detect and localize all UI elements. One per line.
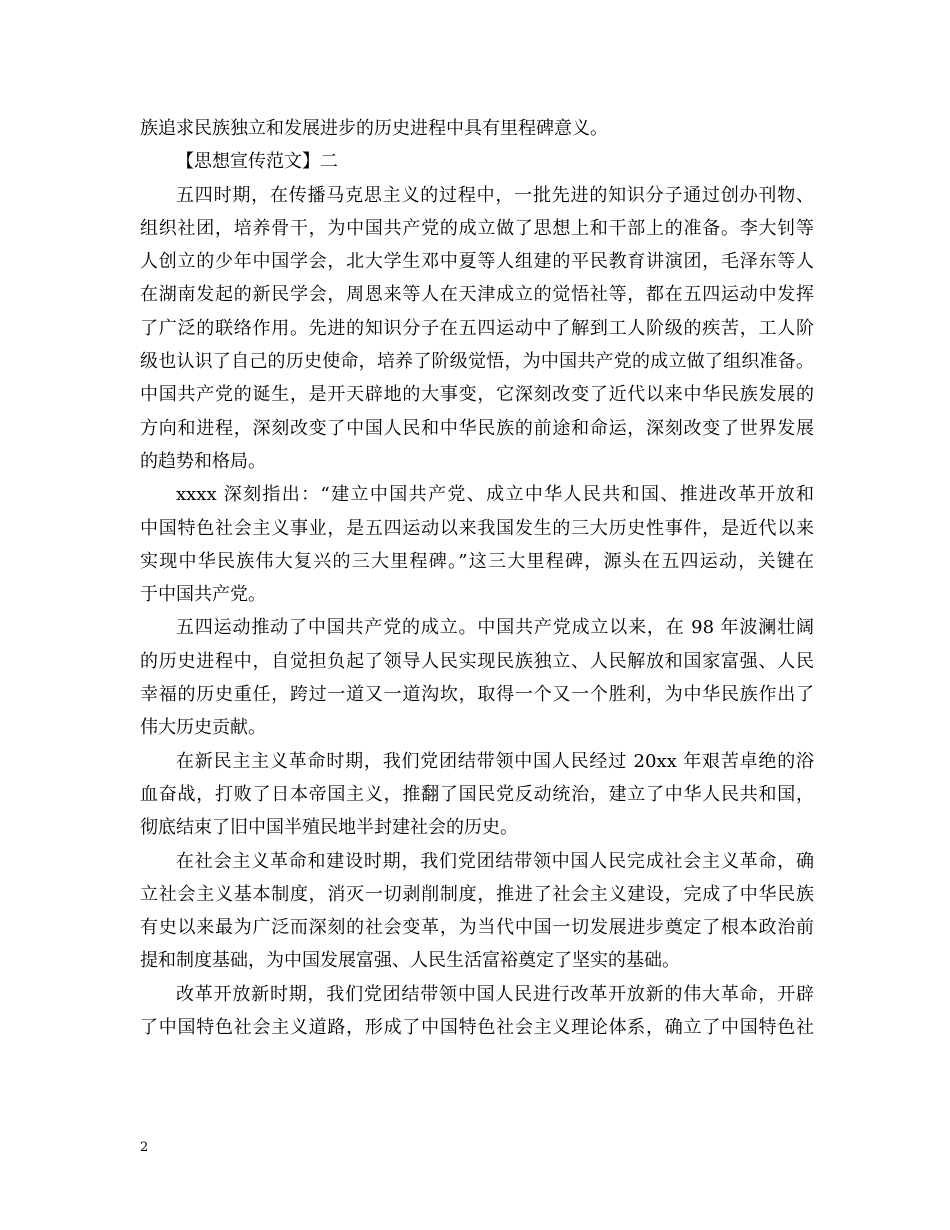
text-line: 彻底结束了旧中国半殖民地半封建社会的历史。: [140, 817, 518, 839]
text-line: 五四运动推动了中国共产党的成立。中国共产党成立以来，在 98 年波澜壮阔: [176, 617, 814, 639]
text-line: 五四时期，在传播马克思主义的过程中，一批先进的知识分子通过创办刊物、: [176, 184, 814, 206]
text-line: 的趋势和格局。: [140, 450, 266, 472]
text-line: 立社会主义基本制度，消灭一切剥削制度，推进了社会主义建设，完成了中华民族: [140, 883, 814, 905]
text-line: 伟大历史贡献。: [140, 717, 266, 739]
text-line: 方向和进程，深刻改变了中国人民和中华民族的前途和命运，深刻改变了世界发展: [140, 417, 814, 439]
text-line: 在新民主主义革命时期，我们党团结带领中国人民经过 20xx 年艰苦卓绝的浴: [176, 750, 814, 772]
text-line: 级也认识了自己的历史使命，培养了阶级觉悟，为中国共产党的成立做了组织准备。: [140, 351, 814, 373]
text-line: 血奋战，打败了日本帝国主义，推翻了国民党反动统治，建立了中华人民共和国，: [140, 783, 814, 805]
text-line: 提和制度基础，为中国发展富强、人民生活富裕奠定了坚实的基础。: [140, 950, 680, 972]
text-line: 【思想宣传范文】二: [176, 151, 338, 173]
text-line: 了广泛的联络作用。先进的知识分子在五四运动中了解到工人阶级的疾苦，工人阶: [140, 317, 814, 339]
text-line: 人创立的少年中国学会，北大学生邓中夏等人组建的平民教育讲演团，毛泽东等人: [140, 251, 814, 273]
page-number: 2: [140, 1140, 149, 1155]
text-line: xxxx 深刻指出：“建立中国共产党、成立中华人民共和国、推进改革开放和: [176, 484, 814, 506]
text-line: 有史以来最为广泛而深刻的社会变革，为当代中国一切发展进步奠定了根本政治前: [140, 917, 814, 939]
text-line: 中国共产党的诞生，是开天辟地的大事变，它深刻改变了近代以来中华民族发展的: [140, 384, 814, 406]
text-line: 幸福的历史重任，跨过一道又一道沟坎，取得一个又一个胜利，为中华民族作出了: [140, 684, 814, 706]
text-line: 了中国特色社会主义道路，形成了中国特色社会主义理论体系，确立了中国特色社: [140, 1017, 814, 1039]
text-line: 在社会主义革命和建设时期，我们党团结带领中国人民完成社会主义革命，确: [176, 850, 814, 872]
text-line: 组织社团，培养骨干，为中国共产党的成立做了思想上和干部上的准备。李大钊等: [140, 217, 814, 239]
text-line: 于中国共产党。: [140, 584, 266, 606]
text-line: 实现中华民族伟大复兴的三大里程碑。”这三大里程碑，源头在五四运动，关键在: [140, 550, 814, 572]
text-line: 族追求民族独立和发展进步的历史进程中具有里程碑意义。: [140, 118, 608, 139]
text-line: 改革开放新时期，我们党团结带领中国人民进行改革开放新的伟大革命，开辟: [176, 983, 814, 1005]
document-body: [140, 112, 814, 1044]
text-line: 的历史进程中，自觉担负起了领导人民实现民族独立、人民解放和国家富强、人民: [140, 650, 814, 672]
text-line: 中国特色社会主义事业，是五四运动以来我国发生的三大历史性事件，是近代以来: [140, 517, 814, 539]
text-line: 在湖南发起的新民学会，周恩来等人在天津成立的觉悟社等，都在五四运动中发挥: [140, 284, 814, 306]
